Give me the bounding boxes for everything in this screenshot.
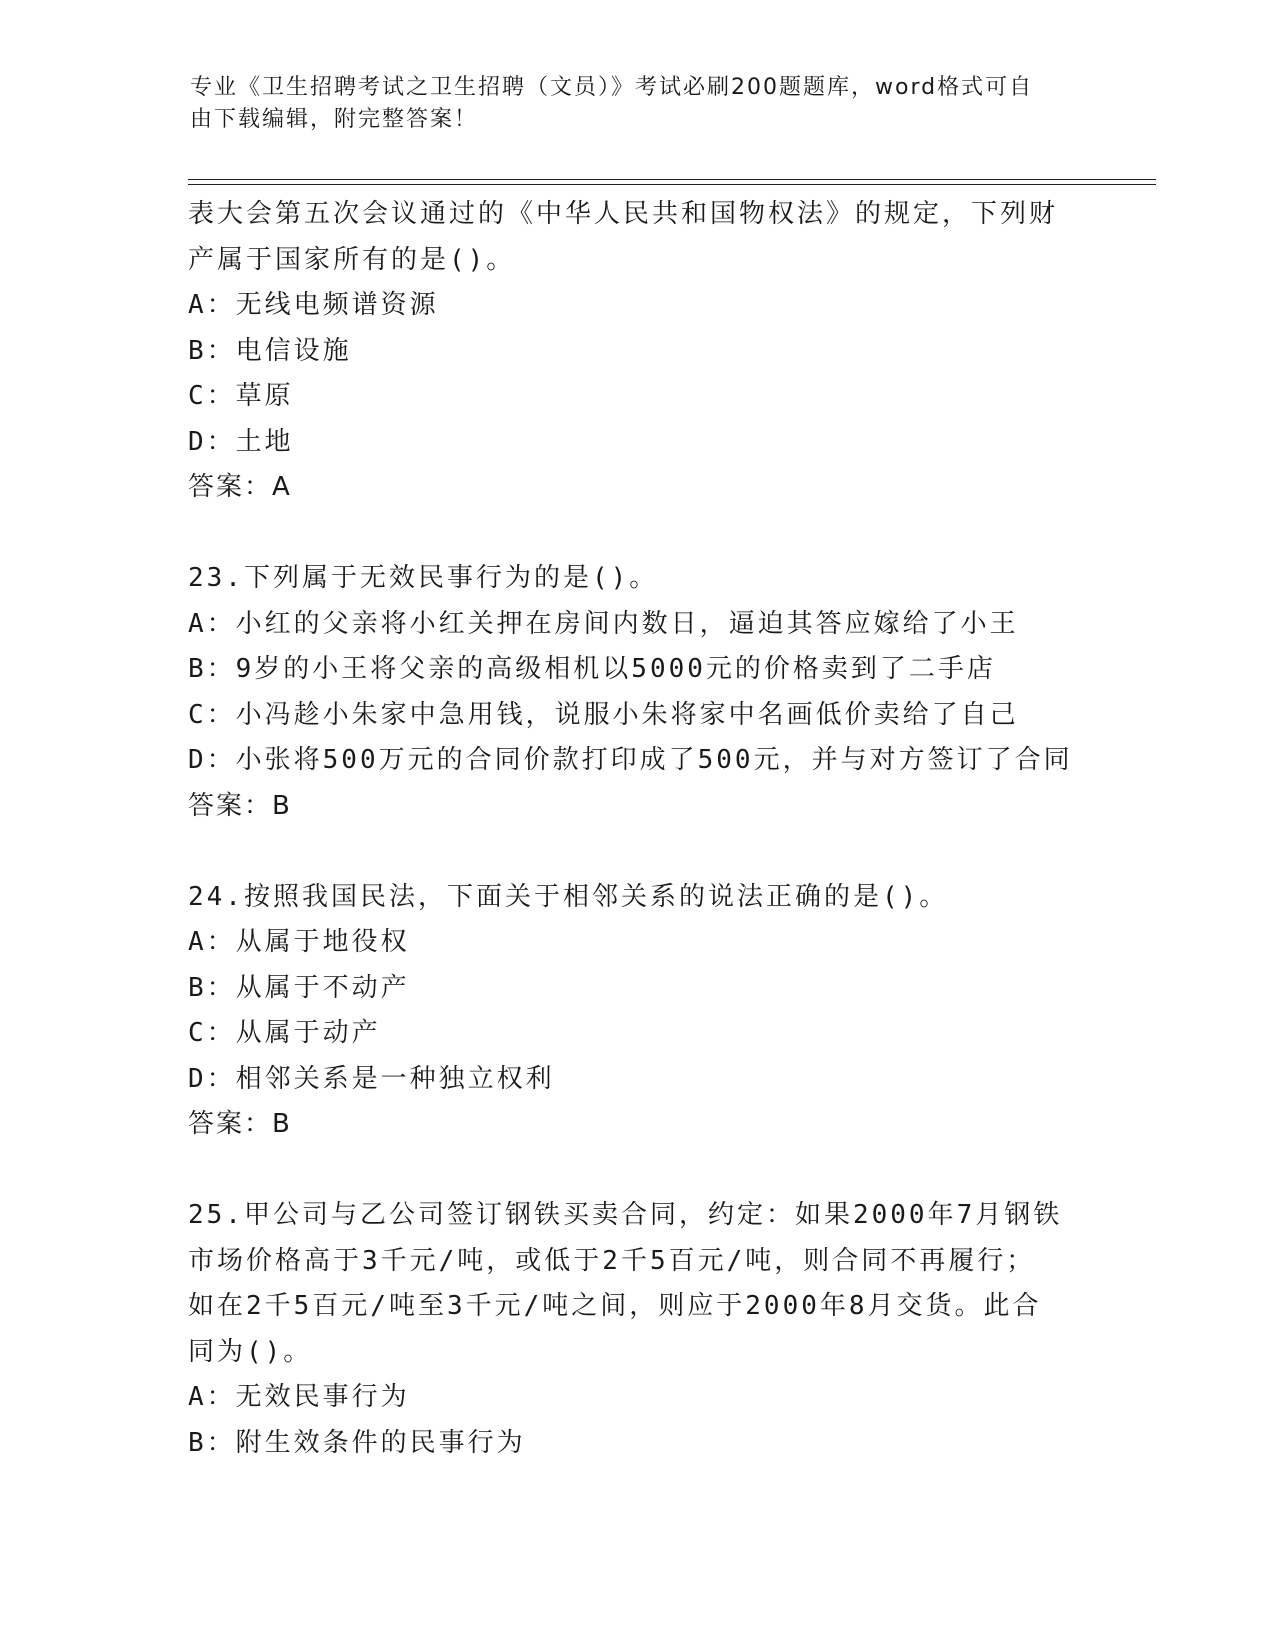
question-text-line: 表大会第五次会议通过的《中华人民共和国物权法》的规定，下列财 [188,199,1059,229]
document-header [190,72,1090,136]
question-spacer [188,1148,1138,1194]
header-line-1: 专业《卫生招聘考试之卫生招聘（文员）》考试必刷200题题库，word格式可自 [190,75,1034,100]
option-d: D：小张将500万元的合同价款打印成了500元，并与对方签订了合同 [188,745,1073,775]
option-d: D：土地 [188,426,294,457]
option-b: B：电信设施 [188,335,352,366]
answer-line: 答案：B [188,1109,292,1139]
question-23 [188,556,1138,829]
option-a: A：小红的父亲将小红关押在房间内数日，逼迫其答应嫁给了小王 [188,608,1019,639]
question-25 [188,1193,1138,1466]
option-c: C：草原 [188,381,294,411]
question-text-line: 25.甲公司与乙公司签订钢铁买卖合同，约定：如果2000年7月钢铁 [188,1200,1063,1230]
answer-line: 答案：B [188,790,292,821]
question-spacer [188,511,1138,557]
option-d: D：相邻关系是一种独立权利 [188,1063,555,1094]
answer-line: 答案：A [188,472,292,502]
option-b: B：从属于不动产 [188,972,410,1003]
option-b: B：附生效条件的民事行为 [188,1427,526,1458]
question-text-line: 23.下列属于无效民事行为的是()。 [188,563,659,593]
option-a: A：无效民事行为 [188,1382,410,1412]
option-c: C：从属于动产 [188,1018,381,1048]
header-divider-bottom [188,184,1156,185]
question-content [188,192,1138,1466]
option-c: C：小冯趁小朱家中急用钱，说服小朱将家中名画低价卖给了自己 [188,699,1019,730]
question-text-line: 同为()。 [188,1336,313,1367]
question-text-line: 24.按照我国民法，下面关于相邻关系的说法正确的是()。 [188,881,949,912]
question-22 [188,192,1138,511]
header-line-2: 由下载编辑，附完整答案！ [190,107,479,132]
question-spacer [188,829,1138,875]
question-text-line: 产属于国家所有的是()。 [188,244,516,275]
question-24 [188,875,1138,1148]
header-divider-top [188,179,1156,180]
question-text-line: 市场价格高于3千元/吨，或低于2千5百元/吨，则合同不再履行； [188,1245,1036,1276]
question-text-line: 如在2千5百元/吨至3千元/吨之间，则应于2000年8月交货。此合 [188,1291,1042,1321]
option-b: B：9岁的小王将父亲的高级相机以5000元的价格卖到了二手店 [188,654,996,684]
option-a: A：从属于地役权 [188,927,410,957]
option-a: A：无线电频谱资源 [188,290,439,320]
